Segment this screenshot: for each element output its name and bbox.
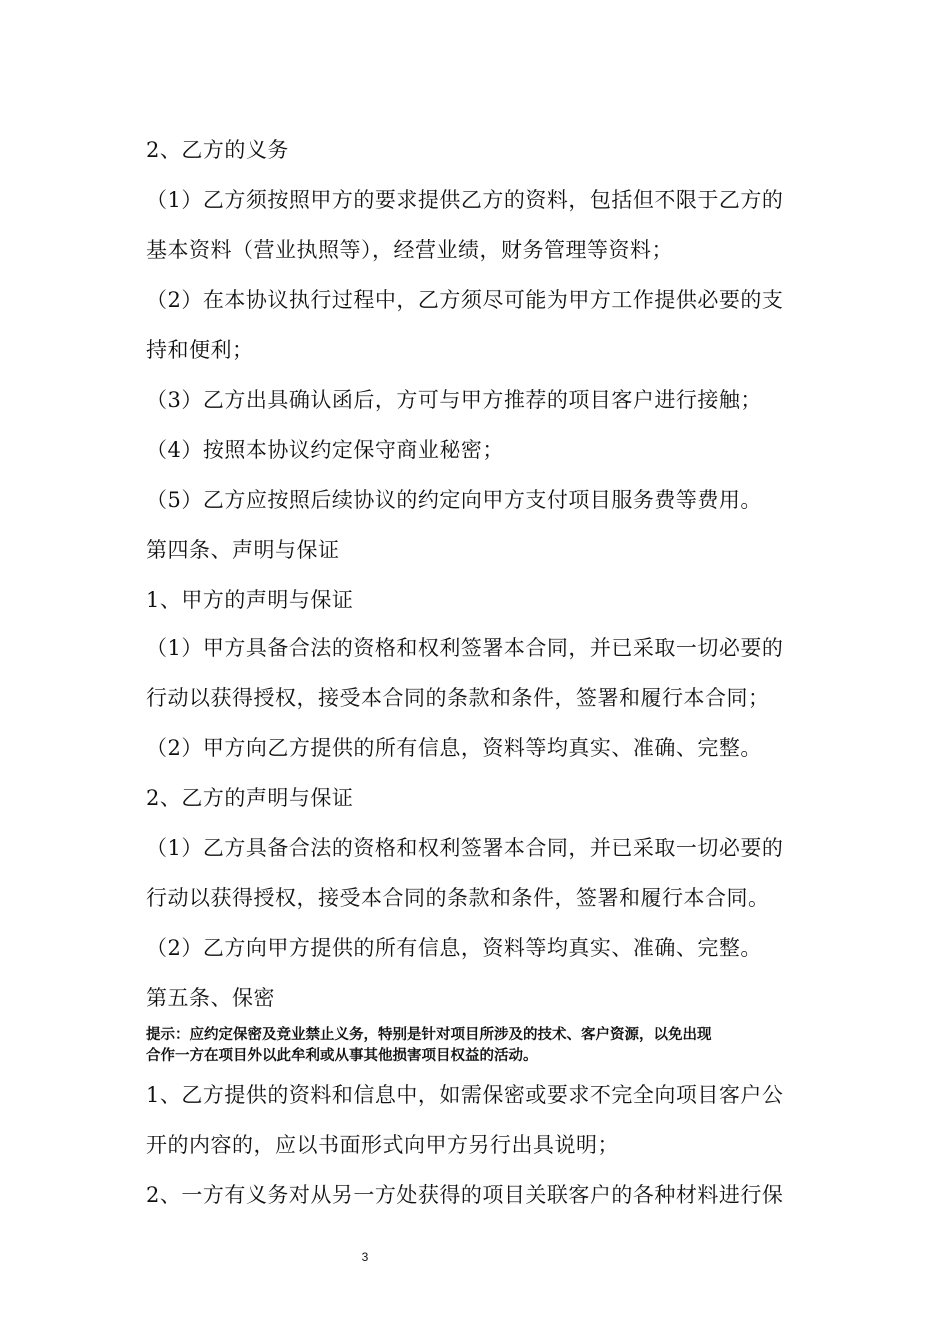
text-line: （4）按照本协议约定保守商业秘密；: [146, 438, 504, 462]
text-line: 2、乙方的义务: [146, 138, 289, 162]
tip-note-line: 提示：应约定保密及竞业禁止义务，特别是针对项目所涉及的技术、客户资源，以免出现: [146, 1027, 712, 1043]
text-line: 基本资料（营业执照等），经营业绩，财务管理等资料；: [146, 238, 673, 262]
text-line: 开的内容的，应以书面形式向甲方另行出具说明；: [146, 1133, 619, 1157]
page-number: 3: [361, 1250, 369, 1264]
text-line: 行动以获得授权，接受本合同的条款和条件，签署和履行本合同；: [146, 686, 770, 710]
text-line: （2）乙方向甲方提供的所有信息，资料等均真实、准确、完整。: [146, 936, 762, 960]
text-line: （2）在本协议执行过程中，乙方须尽可能为甲方工作提供必要的支: [146, 288, 784, 312]
text-line: （3）乙方出具确认函后，方可与甲方推荐的项目客户进行接触；: [146, 388, 762, 412]
text-line: 1、乙方提供的资料和信息中，如需保密或要求不完全向项目客户公: [146, 1083, 784, 1107]
text-line: 持和便利；: [146, 338, 254, 362]
text-line: （2）甲方向乙方提供的所有信息，资料等均真实、准确、完整。: [146, 736, 762, 760]
text-line: （1）甲方具备合法的资格和权利签署本合同，并已采取一切必要的: [146, 636, 784, 660]
subsection-heading: 2、乙方的声明与保证: [146, 786, 354, 810]
section-heading: 第五条、保密: [146, 986, 275, 1010]
text-line: （1）乙方具备合法的资格和权利签署本合同，并已采取一切必要的: [146, 836, 784, 860]
text-line: （1）乙方须按照甲方的要求提供乙方的资料，包括但不限于乙方的: [146, 188, 784, 212]
section-heading: 第四条、声明与保证: [146, 538, 340, 562]
text-line: （5）乙方应按照后续协议的约定向甲方支付项目服务费等费用。: [146, 488, 762, 512]
text-line: 2、一方有义务对从另一方处获得的项目关联客户的各种材料进行保: [146, 1183, 784, 1207]
subsection-heading: 1、甲方的声明与保证: [146, 588, 354, 612]
tip-note-line: 合作一方在项目外以此牟利或从事其他损害项目权益的活动。: [146, 1048, 538, 1064]
text-line: 行动以获得授权，接受本合同的条款和条件，签署和履行本合同。: [146, 886, 770, 910]
